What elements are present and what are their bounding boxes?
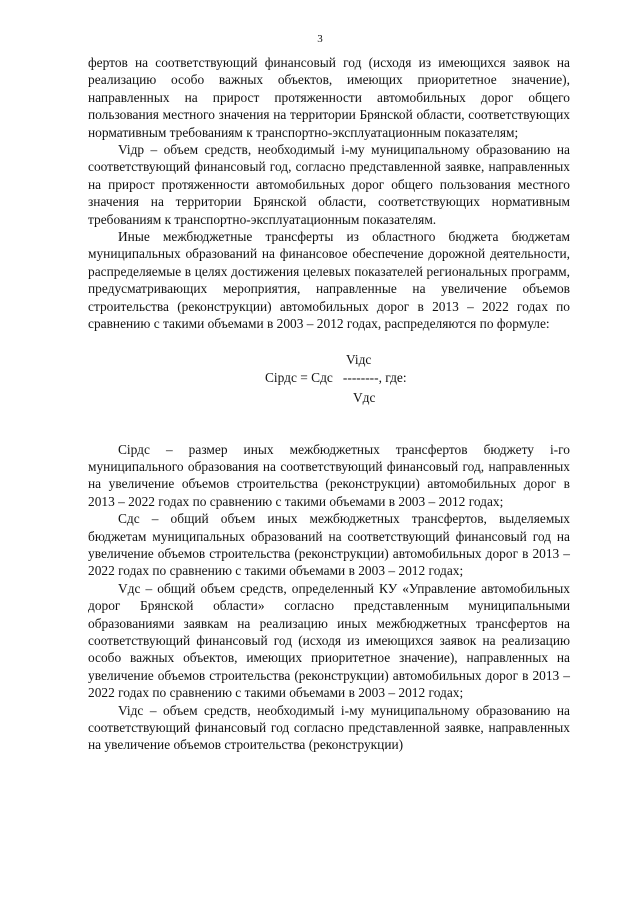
document-body — [88, 54, 570, 754]
formula-denominator: Vдс — [353, 389, 376, 405]
paragraph-transfers-intro: Иные межбюджетные трансферты из областного бюджета бюджетам муниципальных образований на финансовое обеспечение дорожной деятельности, распределяемые в целях достижения целевых показателей региональных программ, предусматривающих мероприятия, направленные на увеличение объемов строительства (реконструкции) автомобильных дорог в 2013 – 2022 годах по сравнению с такими объемами в 2003 – 2012 годах, распределяются по формуле: — [88, 229, 570, 332]
page-number: 3 — [317, 33, 323, 45]
formula-spacer — [88, 431, 570, 441]
paragraph-continuation: фертов на соответствующий финансовый год (исходя из имеющихся заявок на реализацию особо важных объектов, имеющих приоритетное значение), направленных на прирост протяженности автомобильных дорог общего пользования местного значения на территории Брянской области, соответствующих нормативным требованиям к транспортно-эксплуатационным показателям; — [88, 55, 570, 140]
formula-block — [88, 341, 570, 427]
paragraph-vids-definition: Viдс – объем средств, необходимый i-му муниципальному образованию на соответствующий финансовый год согласно представленной заявке, направленных на увеличение объемов строительства (реконструкции) — [88, 702, 570, 753]
formula-main-line: Сiрдс = Сдс --------, где: — [265, 369, 407, 385]
paragraph-vidr-definition: Viдр – объем средств, необходимый i-му муниципальному образованию на соответствующий финансовый год, согласно представленной заявке, направленных на прирост протяженности автомобильных дорог общего пользования местного значения на территории Брянской области, соответствующих нормативным требованиям к транспортно-эксплуатационным показателям. — [88, 142, 570, 227]
formula-numerator: Viдс — [346, 351, 372, 367]
paragraph-vds-definition: Vдс – общий объем средств, определенный КУ «Управление автомобильных дорог Брянской области» согласно представленным муниципальными образованиями заявкам на реализацию иных межбюджетных трансфертов на соответствующий финансовый год (исходя из имеющихся заявок на реализацию особо важных объектов, имеющих приоритетное значение), направленных на увеличение объемов строительства (реконструкции) автомобильных дорог в 2013 – 2022 годах по сравнению с такими объемами в 2003 – 2012 годах; — [88, 580, 570, 701]
paragraph-cds-definition: Сдс – общий объем иных межбюджетных трансфертов, выделяемых бюджетам муниципальных образований на соответствующий финансовый год на увеличение объемов строительства (реконструкции) автомобильных дорог в 2013 – 2022 годах по сравнению с такими объемами в 2003 – 2012 годах; — [88, 511, 570, 579]
paragraph-cirds-definition: Сiрдс – размер иных межбюджетных трансфертов бюджету i-го муниципального образования на соответствующий финансовый год, направленных на увеличение объемов строительства (реконструкции) автомобильных дорог в 2013 – 2022 годах по сравнению с такими объемами в 2003 – 2012 годах; — [88, 441, 570, 509]
